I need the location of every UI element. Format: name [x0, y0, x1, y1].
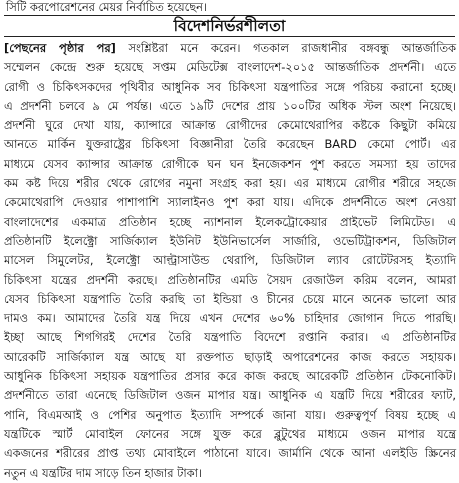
- body-line: কেমোথেরাপি দেওয়ার পাশাপাশি স্যালাইনও পুশ করা যায়। এদিকে প্রদর্শনীতে অংশ নেওয়া: [4, 195, 456, 210]
- body-line: একজনের শরীরের প্রাপ্ত তথ্য মোবাইলে পাঠানো যাবে। জার্মানি থেকে আনা এলইডি স্ক্রিনের: [4, 446, 456, 461]
- body-line: [পেছনের পৃষ্ঠার পর] সংশ্লিষ্টরা মনে করেন। গতকাল রাজধানীর বঙ্গবন্ধু আন্তর্জাতিক: [4, 41, 456, 55]
- body-line: যেসব চিকিৎসা যন্ত্রপাতি তৈরি করছি তা ইন্ডিয়া ও চীনের চেয়ে মানে অনেক ভালো আর: [4, 291, 456, 306]
- continued-label: [পেছনের পৃষ্ঠার পর]: [4, 41, 116, 55]
- article-body: [4, 39, 456, 480]
- body-line: আধুনিক চিকিৎসা সহায়ক যন্ত্রপাতির প্রসার করে কাজ করছে আরেকটি প্রতিষ্ঠান টেকনোকিট।: [4, 369, 456, 384]
- body-line: ইচ্ছা আছে শিগগিরই দেশের তৈরি যন্ত্রপাতি বিদেশে রপ্তানি করার। এ প্রতিষ্ঠানটির: [4, 330, 456, 345]
- body-line: রোগী ও চিকিৎসকদের পৃথিবীর আধুনিক সব চিকিৎসা যন্ত্রপাতির সঙ্গে পরিচয় করানো হচ্ছে।: [4, 79, 456, 94]
- body-line: চিকিৎসা যন্ত্রের প্রদর্শনী করছে। প্রতিষ্ঠানটির এমডি সৈয়দ রেজাউল করিম বলেন, আমরা: [4, 272, 456, 287]
- body-line: এ প্রদর্শনী চলবে ৯ মে পর্যন্ত। এতে ১৯টি দেশের প্রায় ১০০টির অধিক স্টল অংশ নিয়েছে।: [4, 98, 456, 113]
- article-headline: বিদেশনির্ভরশীলতা: [4, 15, 455, 37]
- body-line: প্রতিষ্ঠানটি ইলেক্ট্রো সার্জিক্যাল ইউনিট ইউনিভার্সেল সার্জারি, ওভেটিট্রাকশন, ডিজিটাল: [4, 233, 456, 248]
- body-line: বাংলাদেশের একমাত্র প্রতিষ্ঠান হচ্ছে ন্যাশনাল ইলেকট্রোকেয়ার প্রাইভেট লিমিটেড। এ: [4, 214, 456, 229]
- body-line: আরেকটি সার্জিক্যাল যন্ত্র আছে যা রক্তপাত ছাড়াই অপারেশনের কাজ করতে সহায়ক।: [4, 349, 456, 364]
- body-line: যন্ত্রটিকে স্মার্ট মোবাইল ফোনের সঙ্গে যুক্ত করে ব্লুটুথের মাধ্যমে ওজন মাপার যন্ত্রে: [4, 426, 456, 441]
- body-line: প্রদর্শনীতে তারা এনেছে ডিজিটাল ওজন মাপার যন্ত্র। আধুনিক এ যন্ত্রটি দিয়ে শরীরের ফ্যাট,: [4, 388, 456, 403]
- body-line: দামও কম। আমাদের তৈরি যন্ত্র দিয়ে এখন দেশের ৬০% চাহিদার জোগান দিতে পারছি।: [4, 311, 456, 326]
- body-line: কম কষ্ট দিয়ে শরীর থেকে রোগের নমুনা সংগ্রহ করা হয়। এর মাধ্যমে রোগীর শরীরে সহজে: [4, 176, 456, 191]
- body-line: মাধ্যমে যেসব ক্যান্সার আক্রান্ত রোগীকে ঘন ঘন ইনজেকশন পুশ করতে সমস্যা হয় তাদের: [4, 156, 456, 171]
- body-line: প্রদর্শনী ঘুরে দেখা যায়, ক্যান্সারে আক্রান্ত রোগীদের কেমোথেরাপির কষ্টকে কিছুটা কমিয়ে: [4, 118, 456, 133]
- previous-article-tail: সিটি করপোরেশনের মেয়র নির্বাচিত হয়েছেন।: [6, 0, 207, 14]
- body-line: আনতে মার্কিন যুক্তরাষ্ট্রের চিকিৎসা বিজ্ঞানীরা তৈরি করেছেন BARD কেমো পোর্ট। এর: [4, 137, 456, 152]
- body-line: নতুন এ যন্ত্রটির দাম সাড়ে তিন হাজার টাকা।: [4, 465, 203, 480]
- body-line: মাসেল সিমুলেটর, ইলেক্ট্রো আল্ট্রাসাউন্ড থেরাপি, ডিজিটাল ল্যাব রোটেটরসহ ইত্যাদি: [4, 253, 456, 268]
- body-line: সম্মেলন কেন্দ্রে শুরু হয়েছে সপ্তম মেডিটেক্স বাংলাদেশ-২০১৫ আন্তর্জাতিক প্রদর্শনী। এতে: [4, 60, 456, 75]
- body-line: পানি, বিএমআই ও পেশির অনুপাত ইত্যাদি সম্পর্কে জানা যায়। গুরুত্বপূর্ণ বিষয় হচ্ছে এ: [4, 407, 456, 422]
